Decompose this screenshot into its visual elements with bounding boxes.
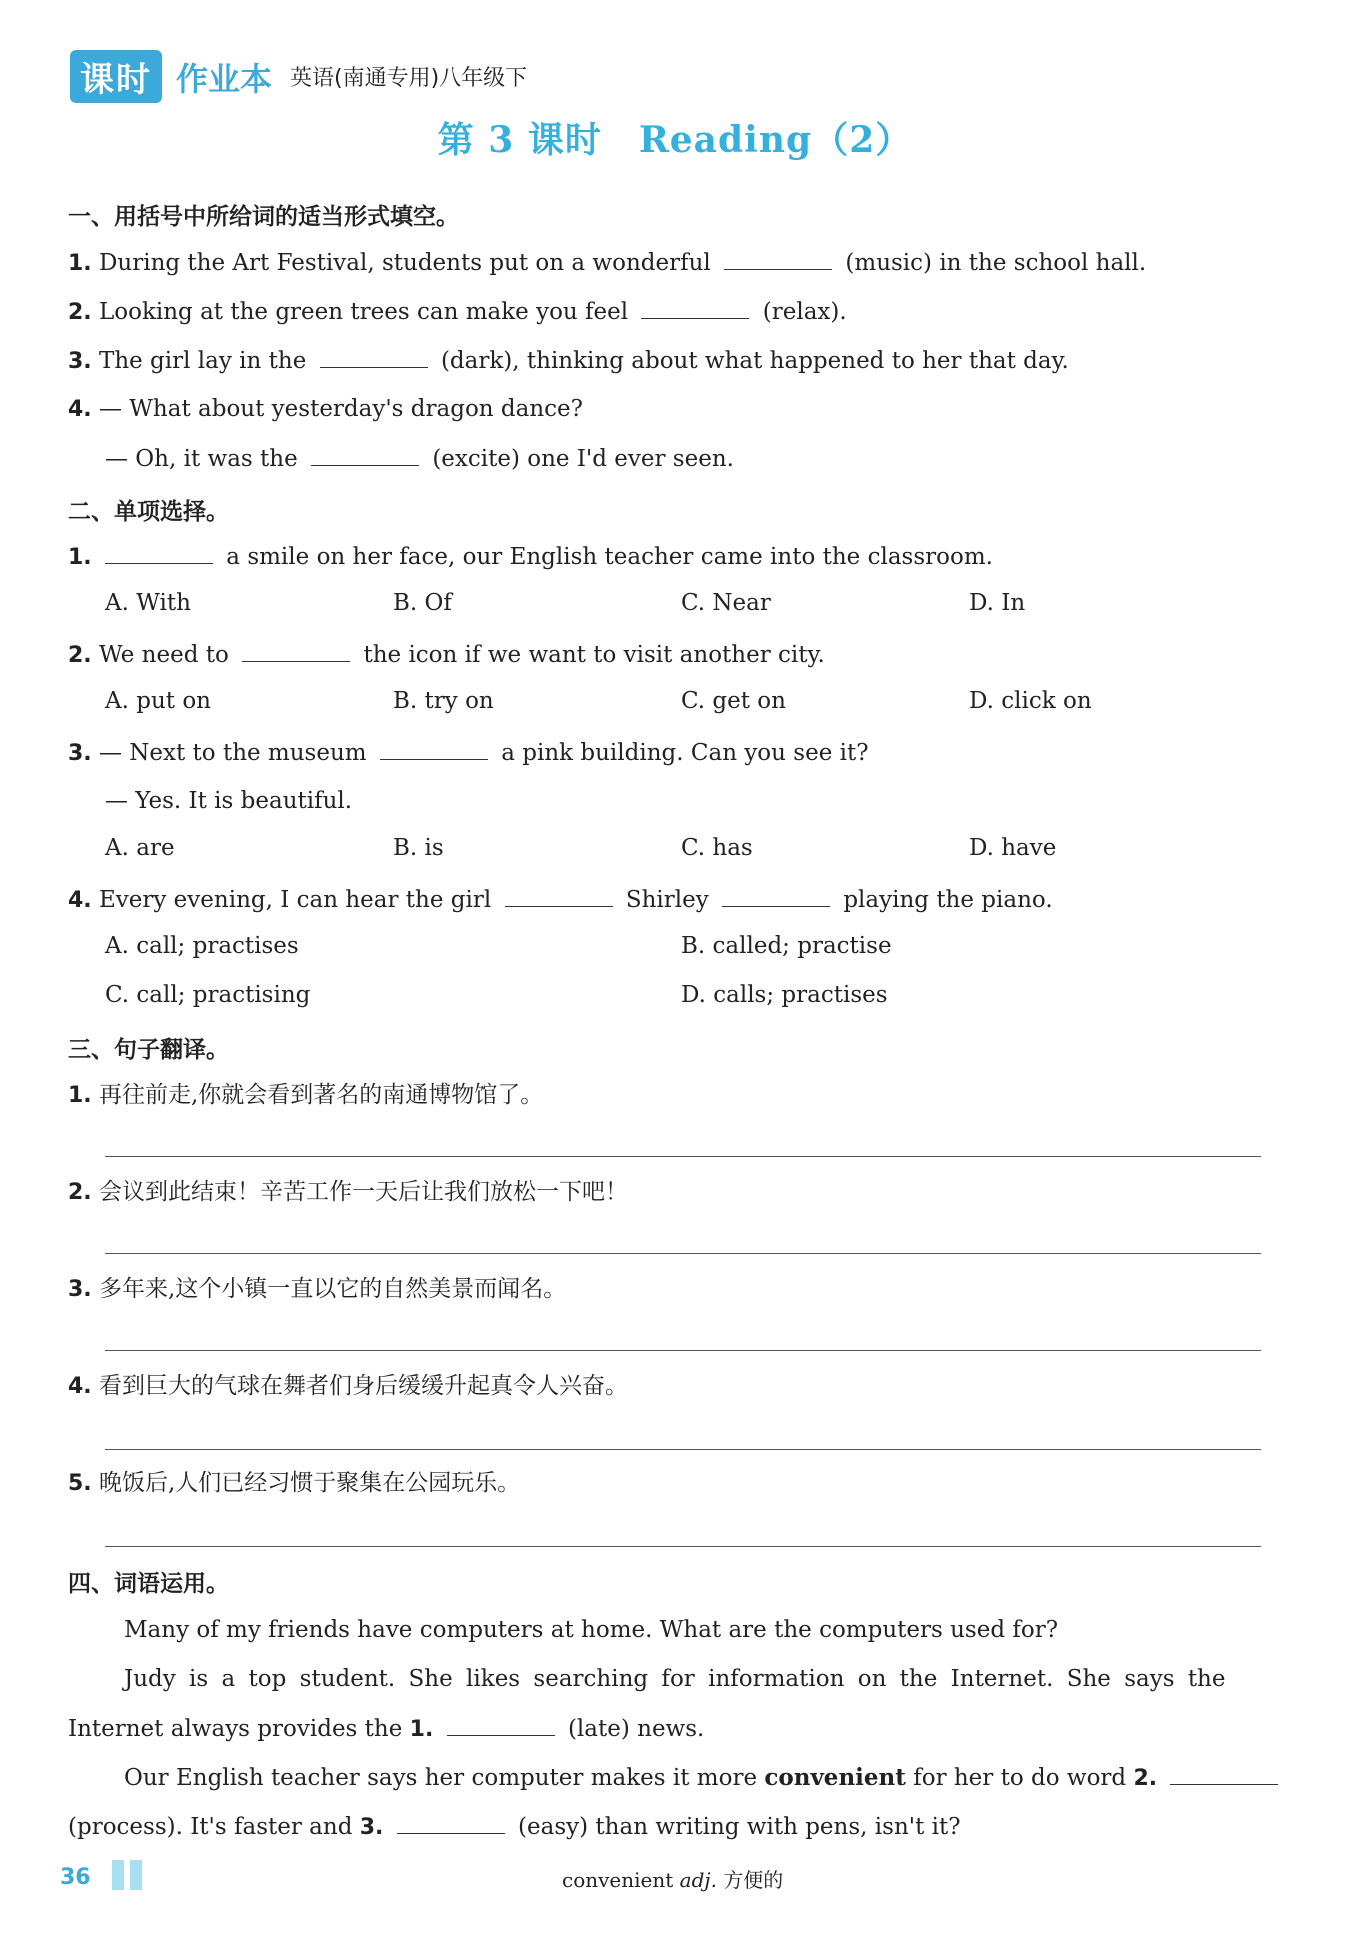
passage-line bbox=[68, 1713, 704, 1745]
answer-blank[interactable] bbox=[447, 1713, 555, 1736]
passage-text: for her to do word bbox=[913, 1765, 1127, 1791]
option-b[interactable]: B. Of bbox=[393, 590, 452, 616]
answer-blank[interactable] bbox=[724, 247, 832, 270]
blank-number: 2. bbox=[1133, 1766, 1158, 1791]
option-a[interactable]: A. are bbox=[105, 835, 175, 861]
section-heading-1: 一、用括号中所给词的适当形式填空。 bbox=[68, 204, 459, 230]
question-number: 1. bbox=[68, 545, 92, 570]
passage-line bbox=[68, 1811, 961, 1843]
translation-item-3 bbox=[68, 1274, 566, 1305]
answer-line[interactable] bbox=[105, 1546, 1261, 1547]
option-a[interactable]: A. With bbox=[105, 590, 191, 616]
option-d[interactable]: D. click on bbox=[969, 688, 1092, 714]
answer-blank[interactable] bbox=[242, 639, 350, 662]
translation-prompt: 看到巨大的气球在舞者们身后缓缓升起真令人兴奋。 bbox=[98, 1373, 628, 1399]
vocab-pos: adj. bbox=[679, 1868, 717, 1892]
s1-question-4-reply bbox=[105, 443, 734, 474]
question-number: 1. bbox=[68, 1083, 92, 1108]
question-text: — Next to the museum bbox=[98, 740, 367, 766]
passage-text: Our English teacher says her computer makes it more bbox=[124, 1765, 758, 1791]
passage-paragraph-1: Many of my friends have computers at home. What are the computers used for? bbox=[124, 1617, 1059, 1643]
answer-line[interactable] bbox=[105, 1449, 1261, 1450]
translation-item-2 bbox=[68, 1177, 628, 1208]
s2-question-3 bbox=[68, 737, 869, 769]
option-b[interactable]: B. is bbox=[393, 835, 444, 861]
question-text: Looking at the green trees can make you feel bbox=[98, 299, 629, 325]
s1-question-2 bbox=[68, 296, 847, 328]
option-b[interactable]: B. try on bbox=[393, 688, 494, 714]
question-text: (excite) one I'd ever seen. bbox=[432, 446, 734, 472]
answer-blank[interactable] bbox=[505, 884, 613, 907]
option-c[interactable]: C. call; practising bbox=[105, 982, 311, 1008]
question-text: During the Art Festival, students put on a wonderful bbox=[98, 250, 711, 276]
question-text: a pink building. Can you see it? bbox=[501, 740, 869, 766]
translation-item-1 bbox=[68, 1080, 543, 1111]
question-number: 5. bbox=[68, 1471, 92, 1496]
answer-blank[interactable] bbox=[320, 345, 428, 368]
s2-question-4 bbox=[68, 884, 1053, 916]
keyword: convenient bbox=[764, 1764, 906, 1791]
question-number: 2. bbox=[68, 643, 92, 668]
question-text: Every evening, I can hear the girl bbox=[98, 887, 492, 913]
answer-line[interactable] bbox=[105, 1253, 1261, 1254]
translation-prompt: 会议到此结束！辛苦工作一天后让我们放松一下吧！ bbox=[98, 1179, 628, 1205]
question-number: 1. bbox=[68, 251, 92, 276]
option-a[interactable]: A. call; practises bbox=[105, 933, 299, 959]
question-text: (relax). bbox=[762, 299, 847, 325]
question-text: a smile on her face, our English teacher came into the classroom. bbox=[226, 544, 993, 570]
question-number: 2. bbox=[68, 1180, 92, 1205]
question-number: 4. bbox=[68, 888, 92, 913]
question-text: (dark), thinking about what happened to her that day. bbox=[440, 348, 1069, 374]
vocab-note bbox=[562, 1864, 783, 1893]
answer-blank[interactable] bbox=[1170, 1762, 1278, 1785]
answer-blank[interactable] bbox=[105, 541, 213, 564]
footer-decoration bbox=[112, 1860, 142, 1890]
subject-label: 英语(南通专用)八年级下 bbox=[290, 66, 528, 91]
option-d[interactable]: D. In bbox=[969, 590, 1026, 616]
translation-item-5 bbox=[68, 1468, 520, 1499]
question-text: — Oh, it was the bbox=[105, 446, 298, 472]
translation-prompt: 多年来,这个小镇一直以它的自然美景而闻名。 bbox=[98, 1276, 567, 1302]
blank-number: 1. bbox=[409, 1717, 434, 1742]
question-text: We need to bbox=[98, 642, 229, 668]
answer-line[interactable] bbox=[105, 1156, 1261, 1157]
question-number: 4. bbox=[68, 397, 92, 422]
option-b[interactable]: B. called; practise bbox=[681, 933, 892, 959]
s2-question-1 bbox=[68, 541, 993, 573]
question-number: 4. bbox=[68, 1374, 92, 1399]
option-d[interactable]: D. calls; practises bbox=[681, 982, 888, 1008]
answer-line[interactable] bbox=[105, 1350, 1261, 1351]
translation-item-4 bbox=[68, 1371, 628, 1402]
question-text: (music) in the school hall. bbox=[845, 250, 1147, 276]
page-number: 36 bbox=[60, 1865, 91, 1890]
question-number: 3. bbox=[68, 1277, 92, 1302]
question-number: 3. bbox=[68, 349, 92, 374]
s1-question-1 bbox=[68, 247, 1146, 279]
question-text: Shirley bbox=[625, 887, 709, 913]
passage-text: (process). It's faster and bbox=[68, 1814, 353, 1840]
section-heading-4: 四、词语运用。 bbox=[68, 1571, 229, 1597]
brand-name: 作业本 bbox=[176, 59, 273, 98]
option-d[interactable]: D. have bbox=[969, 835, 1057, 861]
brand-logo: 课时 bbox=[70, 50, 162, 103]
option-a[interactable]: A. put on bbox=[105, 688, 211, 714]
page-title: 第 3 课时 Reading（2） bbox=[437, 119, 913, 161]
answer-blank[interactable] bbox=[397, 1811, 505, 1834]
vocab-word: convenient bbox=[562, 1868, 674, 1892]
question-text: the icon if we want to visit another city. bbox=[363, 642, 825, 668]
passage-text: Internet always provides the bbox=[68, 1716, 403, 1742]
translation-prompt: 晚饭后,人们已经习惯于聚集在公园玩乐。 bbox=[98, 1470, 521, 1496]
answer-blank[interactable] bbox=[311, 443, 419, 466]
answer-blank[interactable] bbox=[380, 737, 488, 760]
question-text: playing the piano. bbox=[843, 887, 1053, 913]
answer-blank[interactable] bbox=[641, 296, 749, 319]
question-number: 3. bbox=[68, 741, 92, 766]
option-c[interactable]: C. get on bbox=[681, 688, 786, 714]
passage-paragraph-2: Judy is a top student. She likes searching for information on the Internet. She says the bbox=[124, 1666, 1226, 1692]
section-heading-3: 三、句子翻译。 bbox=[68, 1037, 229, 1063]
passage-text: (easy) than writing with pens, isn't it? bbox=[518, 1814, 961, 1840]
passage-paragraph-3 bbox=[124, 1762, 1284, 1794]
s2-question-2 bbox=[68, 639, 825, 671]
passage-text: (late) news. bbox=[567, 1716, 705, 1742]
brand-header bbox=[70, 50, 527, 103]
section-heading-2: 二、单项选择。 bbox=[68, 499, 229, 525]
s1-question-4 bbox=[68, 394, 583, 425]
option-c[interactable]: C. has bbox=[681, 835, 753, 861]
s2-question-3-reply: — Yes. It is beautiful. bbox=[105, 788, 353, 814]
translation-prompt: 再往前走,你就会看到著名的南通博物馆了。 bbox=[98, 1082, 544, 1108]
option-c[interactable]: C. Near bbox=[681, 590, 771, 616]
vocab-meaning: 方便的 bbox=[723, 1868, 784, 1892]
blank-number: 3. bbox=[359, 1815, 384, 1840]
question-text: — What about yesterday's dragon dance? bbox=[98, 396, 583, 422]
question-text: The girl lay in the bbox=[98, 348, 307, 374]
question-number: 2. bbox=[68, 300, 92, 325]
answer-blank[interactable] bbox=[722, 884, 830, 907]
s1-question-3 bbox=[68, 345, 1069, 377]
